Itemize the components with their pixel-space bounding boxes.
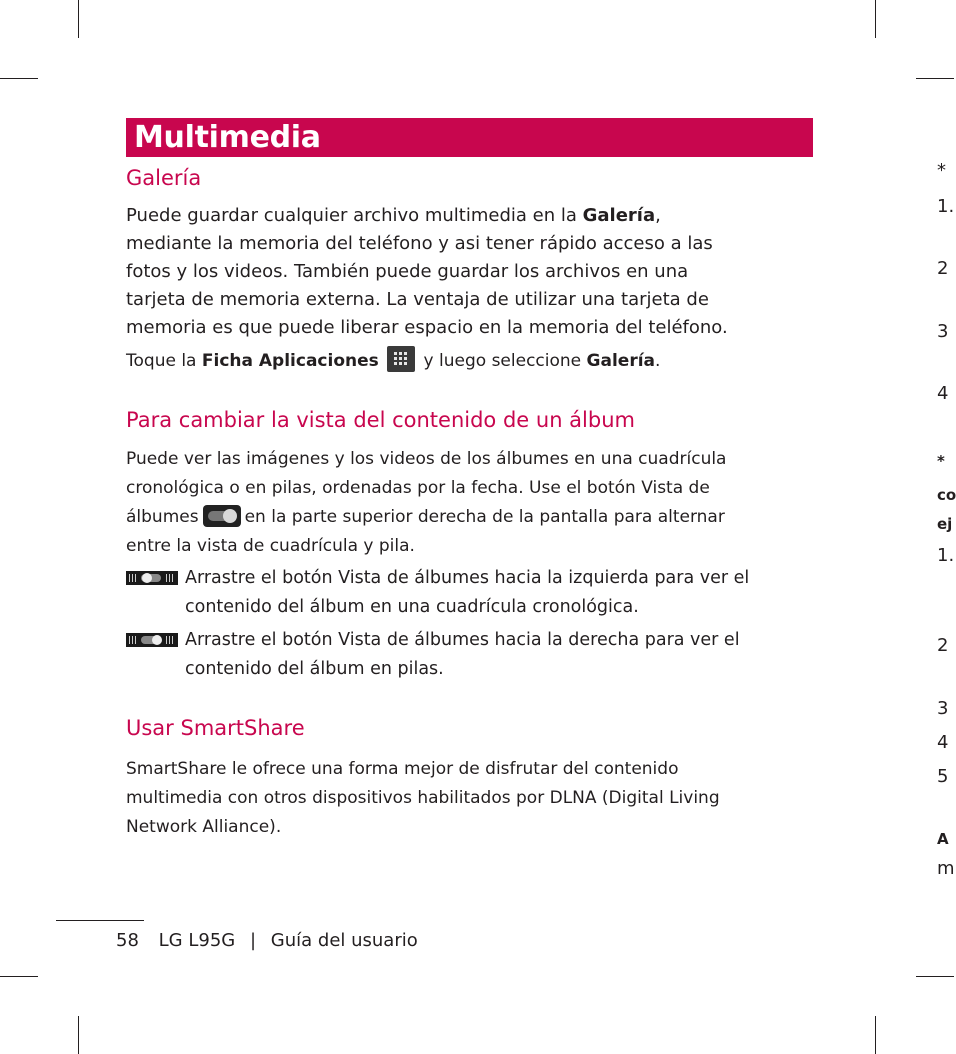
bold-ficha-aplicaciones: Ficha Aplicaciones (201, 351, 379, 371)
text-line: SmartShare le ofrece una forma mejor de disfrutar del contenido (126, 759, 679, 779)
crop-mark (78, 0, 79, 38)
edge-fragment: co (937, 486, 956, 504)
edge-fragment: ej (937, 515, 953, 533)
footer (116, 930, 418, 951)
toggle-left-icon (126, 571, 178, 585)
text-line: Puede ver las imágenes y los videos de los álbumes en una cuadrícula (126, 449, 727, 469)
text-line: Arrastre el botón Vista de álbumes hacia la derecha para ver el (185, 630, 740, 650)
section-title: Multimedia (134, 120, 321, 155)
edge-fragment: A (937, 830, 949, 848)
crop-mark (875, 0, 876, 38)
text-line: cronológica o en pilas, ordenadas por la fecha. Use el botón Vista de (126, 478, 710, 498)
edge-fragment: m (937, 858, 955, 879)
edge-fragment: * (937, 452, 945, 470)
text-span: Toque la (126, 351, 202, 371)
bullet-left (185, 564, 815, 622)
footer-model: LG L95G (158, 930, 236, 951)
edge-fragment: 5 (937, 766, 949, 787)
text-span: álbumes (126, 507, 199, 527)
apps-grid-icon (387, 346, 415, 372)
album-view-toggle-icon (203, 505, 241, 527)
text-span: , (655, 205, 661, 226)
crop-mark (78, 1016, 79, 1054)
crop-mark (875, 1016, 876, 1054)
text-span: . (655, 351, 661, 371)
crop-mark (0, 976, 38, 977)
text-line: multimedia con otros dispositivos habilitados por DLNA (Digital Living (126, 788, 720, 808)
toggle-right-icon (126, 633, 178, 647)
album-view-paragraph (126, 445, 816, 561)
footer-guide: Guía del usuario (270, 930, 418, 951)
edge-fragment: 2 (937, 635, 949, 656)
edge-fragment: 3 (937, 321, 949, 342)
galeria-paragraph (126, 202, 816, 342)
crop-mark (0, 78, 38, 79)
edge-fragment: 2 (937, 258, 949, 279)
edge-fragment: 3 (937, 698, 949, 719)
text-line: entre la vista de cuadrícula y pila. (126, 536, 415, 556)
edge-fragment: 1. (937, 545, 955, 566)
touch-instruction (126, 346, 816, 376)
edge-fragment: 4 (937, 732, 949, 753)
edge-fragment: * (937, 160, 946, 181)
galeria-heading: Galería (126, 166, 202, 190)
footer-separator: | (249, 930, 257, 951)
text-line: contenido del álbum en pilas. (185, 659, 444, 679)
text-line: mediante la memoria del teléfono y asi tener rápido acceso a las (126, 233, 713, 254)
text-span: Puede guardar cualquier archivo multimedia en la (126, 205, 583, 226)
album-view-heading: Para cambiar la vista del contenido de un álbum (126, 408, 635, 432)
text-line: Network Alliance). (126, 817, 282, 837)
bold-galeria: Galería (586, 351, 655, 371)
text-line: contenido del álbum en una cuadrícula cronológica. (185, 597, 639, 617)
text-line: tarjeta de memoria externa. La ventaja de utilizar una tarjeta de (126, 289, 709, 310)
text-span: en la parte superior derecha de la pantalla para alternar (244, 507, 725, 527)
edge-fragment: 1. (937, 196, 955, 217)
text-span: y luego seleccione (418, 351, 587, 371)
page-number: 58 (116, 930, 139, 951)
bullet-right (185, 626, 815, 684)
smartshare-paragraph (126, 755, 816, 842)
section-banner (126, 118, 813, 157)
edge-fragment: 4 (937, 383, 949, 404)
footer-rule (56, 920, 144, 921)
text-line: fotos y los videos. También puede guardar los archivos en una (126, 261, 689, 282)
text-line: memoria es que puede liberar espacio en la memoria del teléfono. (126, 317, 728, 338)
bold-galeria: Galería (582, 205, 656, 226)
crop-mark (916, 78, 954, 79)
smartshare-heading: Usar SmartShare (126, 716, 305, 740)
text-line: Arrastre el botón Vista de álbumes hacia la izquierda para ver el (185, 568, 750, 588)
crop-mark (916, 976, 954, 977)
